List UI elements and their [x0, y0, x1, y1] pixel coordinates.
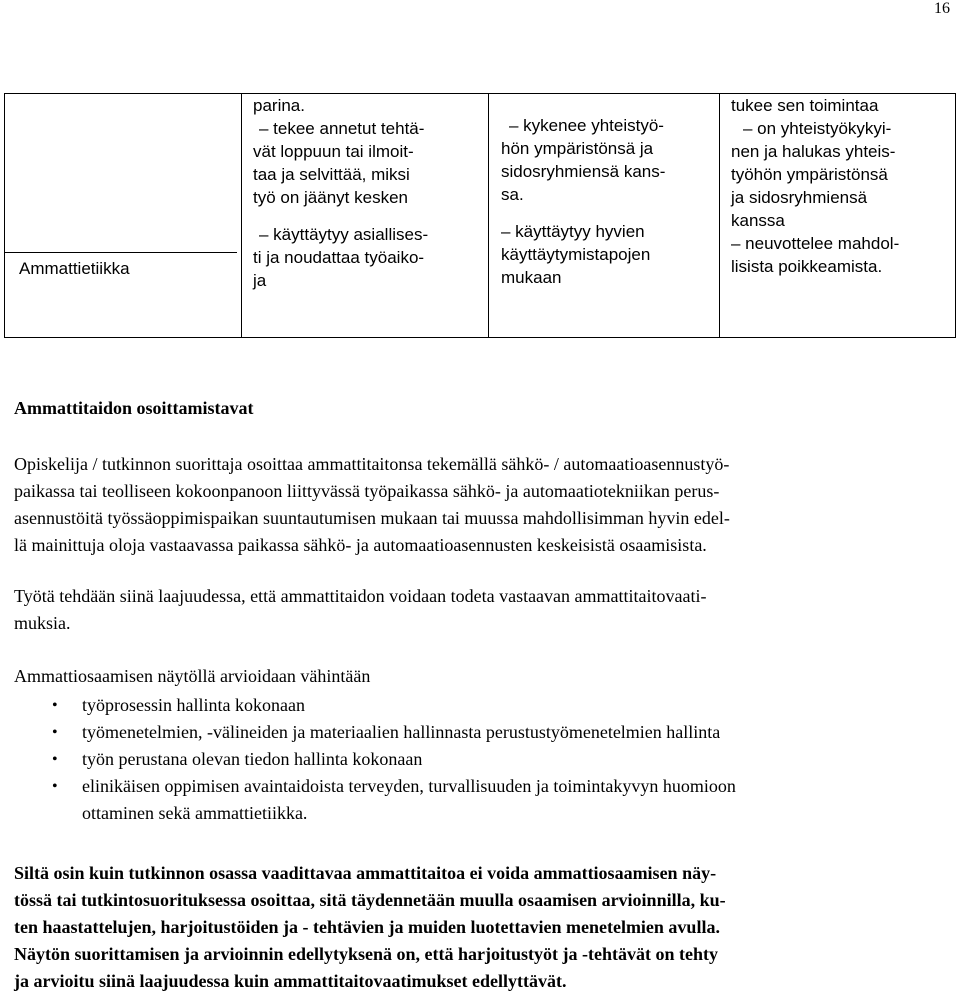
cell-line: taa ja selvittää, miksi	[253, 165, 410, 184]
row-label-ammattietiikka: Ammattietiikka	[19, 259, 130, 278]
table-divider	[241, 94, 242, 337]
paragraph-line: ja arvioitu siinä laajuudessa kuin ammattitaitovaatimukset edellyttävät.	[14, 971, 567, 991]
paragraph-line: Opiskelija / tutkinnon suorittaja osoittaa ammattitaitonsa tekemällä sähkö- / automaatioasennustyö-	[14, 454, 730, 474]
table-divider	[719, 94, 720, 337]
cell-line: ti ja noudattaa työaiko-	[253, 248, 425, 267]
bullet-icon: •	[52, 778, 58, 795]
list-item-text: työn perustana olevan tiedon hallinta kokonaan	[82, 749, 423, 769]
cell-line: kanssa	[731, 211, 785, 230]
list-item-text: työmenetelmien, -välineiden ja materiaalien hallinnasta perustustyömenetelmien hallinta	[82, 722, 721, 742]
cell-line: nen ja halukas yhteis-	[731, 142, 896, 161]
cell-line: sidosryhmiensä kans-	[501, 162, 666, 181]
list-item	[14, 719, 736, 746]
cell-line: hön ympäristönsä ja	[501, 139, 654, 158]
paragraph-line: Siltä osin kuin tutkinnon osassa vaadittavaa ammattitaitoa ei voida ammattiosaamisen näy-	[14, 863, 717, 883]
cell-line: ja sidosryhmiensä	[731, 188, 868, 207]
paragraph-line: Työtä tehdään siinä laajuudessa, että ammattitaidon voidaan todeta vastaavan ammattitaitovaati-	[14, 586, 707, 606]
list-item	[14, 773, 736, 827]
list-item	[14, 746, 736, 773]
paragraph-line: muksia.	[14, 613, 71, 633]
cell-line: tukee sen toimintaa	[731, 96, 879, 115]
list-item-text: ottaminen sekä ammattietiikka.	[82, 803, 308, 823]
cell-line: käyttäytymistapojen	[501, 245, 651, 264]
paragraph-line: Ammattiosaamisen näytöllä arvioidaan vähintään	[14, 666, 371, 686]
paragraph-line: ten haastattelujen, harjoitustöiden ja - tehtävien ja muiden luotettavien menetelmien avulla.	[14, 917, 720, 937]
assessment-bullet-list	[14, 692, 736, 827]
paragraph-supplementary	[14, 860, 946, 995]
assessment-table	[4, 93, 956, 338]
bullet-icon: •	[52, 751, 58, 768]
cell-line: työ on jäänyt kesken	[253, 188, 408, 207]
paragraph-line: tössä tai tutkintosuorituksessa osoittaa, sitä täydennetään muulla osaamisen arvioinnilla, ku-	[14, 890, 726, 910]
paragraph-scope	[14, 583, 946, 637]
paragraph-line: paikassa tai teolliseen kokoonpanoon liittyvässä työpaikassa sähkö- ja automaatiotekniikan perus-	[14, 481, 720, 501]
cell-line: – käyttäytyy hyvien	[501, 222, 645, 241]
paragraph-demonstration	[14, 451, 946, 559]
paragraph-line: asennustöitä työssäoppimispaikan suuntautumisen mukaan tai muussa mahdollisimman hyvin edel-	[14, 508, 730, 528]
cell-line: – on yhteistyökykyi-	[743, 119, 892, 138]
cell-line: – tekee annetut tehtä-	[259, 119, 425, 138]
list-item-text: elinikäisen oppimisen avaintaidoista terveyden, turvallisuuden ja toimintakyvyn huomioon	[82, 776, 736, 796]
list-item	[14, 692, 736, 719]
paragraph-line: lä mainittuja oloja vastaavassa paikassa sähkö- ja automaatioasennusten keskeisistä osaamisista.	[14, 535, 707, 555]
cell-line: työhön ympäristönsä	[731, 165, 888, 184]
table-cell-col2	[251, 94, 483, 292]
table-divider	[488, 94, 489, 337]
cell-line: mukaan	[501, 268, 562, 287]
section-heading: Ammattitaidon osoittamistavat	[14, 398, 254, 418]
cell-line: parina.	[253, 96, 305, 115]
paragraph-line: Näytön suorittamisen ja arvioinnin edellytyksenä on, että harjoitustyöt ja -tehtävät on tehty	[14, 944, 718, 964]
cell-line: – kykenee yhteistyö-	[509, 116, 664, 135]
cell-line: vät loppuun tai ilmoit-	[253, 142, 414, 161]
table-cell-col3	[495, 114, 715, 289]
bullet-icon: •	[52, 697, 58, 714]
table-row-divider	[5, 252, 237, 253]
list-item-text: työprosessin hallinta kokonaan	[82, 695, 305, 715]
cell-line: ja	[253, 271, 267, 290]
bullet-icon: •	[52, 724, 58, 741]
cell-line: sa.	[501, 185, 524, 204]
cell-line: – käyttäytyy asiallises-	[259, 225, 429, 244]
cell-line: – neuvottelee mahdol-	[731, 234, 900, 253]
paragraph-assessment-intro	[14, 663, 946, 690]
page-number: 16	[934, 0, 950, 17]
cell-line: lisista poikkeamista.	[731, 257, 883, 276]
table-cell-col4	[731, 94, 957, 278]
